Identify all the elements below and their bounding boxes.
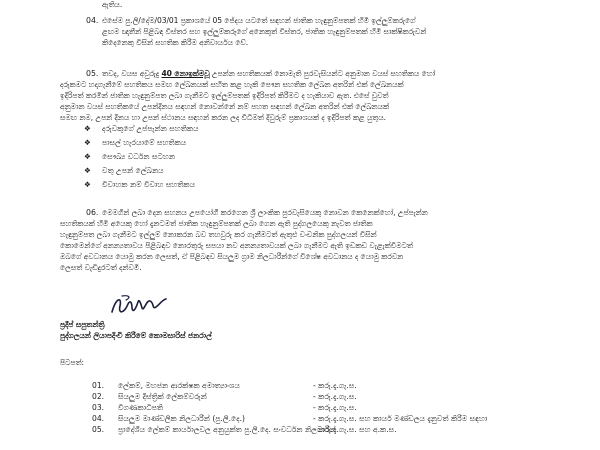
copy-destination: ප්‍රාදේශීය ලේකම් කාර්යාලවල අනුයුක්ත පු.ලි.දෙ. සංවර්ධන නිලධාරීන් bbox=[118, 425, 336, 434]
list-item-text: දරුවකුගේ උප්පැන්න සහතිකය bbox=[102, 124, 199, 133]
top-fragment: ඇතිය. bbox=[102, 0, 123, 9]
signature-image bbox=[108, 292, 168, 318]
bullet-icon: ❖ bbox=[84, 166, 91, 175]
para5-number: 05. bbox=[86, 69, 99, 78]
para5-line1-pre: තවද, වයස අවුරුදු bbox=[102, 69, 162, 78]
copy-action: - කරු.දැ.ගැ.ස. bbox=[313, 392, 357, 401]
bullet-icon: ❖ bbox=[84, 124, 91, 133]
para5-line1-post: උපන්න සහතිකයක් නොමැති පුරවැසියන්ට අනුමාන වයස් සහතිකය හෝ bbox=[209, 69, 436, 78]
copies-heading: පිටපත්: bbox=[60, 358, 84, 367]
list-item bbox=[84, 152, 175, 162]
copy-destination: සියලුම දිස්ත්‍රික් ලේකම්වරුන් bbox=[118, 392, 207, 401]
copy-number: 02. bbox=[92, 392, 105, 401]
copy-destination: සියලුම මාණ්ඩලික නිලධාරීන් (පු.ලි.දෙ.) bbox=[118, 414, 245, 423]
list-item bbox=[84, 138, 186, 148]
copy-number: 03. bbox=[92, 403, 105, 412]
para5-line: දරුකමට හදාගැනීමේ සහතිකය සමඟ ලේඛනයක් සහිත කළ හැකි පෞන සහතික ලේඛන අතරින් එක් ලේඛනයක් bbox=[60, 80, 404, 89]
para6-line: හැඳුනුම්පත ලබා ගැනීමට ඉල්ලුම් නොකරන බව තහවුරු කර ගැනීමටත් ඇතුළු වංචනික පුද්ගලයන් විසින් bbox=[60, 230, 377, 239]
copy-number: 04. bbox=[92, 414, 105, 423]
copy-number: 05. bbox=[92, 425, 105, 434]
para5-line: අනුමාන වයස් සහතිකයේ උපන්දිනය සඳහන් නොවන්නේ නම් පහත සඳහන් ලේඛන අතරින් එක් ලේඛනයක් bbox=[60, 102, 390, 111]
list-item bbox=[84, 180, 195, 190]
bullet-icon: ❖ bbox=[84, 180, 91, 189]
para6-line: මෙමගින් ලබා දෙන සහනය උපයෝගී කරගෙන ශ්‍රී ලාංකික පුරවැසියෙකු නොවන කෙනෙක්හෝ, උප්පැන්න bbox=[102, 208, 428, 217]
signatory-name: ප්‍රදීප් සපුතන්ත්‍රි bbox=[60, 320, 105, 329]
para5-line: ඉදිරිපත් කරමින් ජාතික හැඳුනුම්පත ලබා ගැනීමට ඉල්ලුම්පතක් ඉදිරිපත් කිරීමට ද හැකියාව ඇත. එසේ වුවත් bbox=[60, 91, 389, 100]
para5-age-limit: 40 නොඉක්මවූ bbox=[161, 69, 210, 78]
list-item bbox=[84, 124, 199, 134]
para4-line: එසේම පු.ලි/දේම/03/01 ප්‍රකාශයේ 05 ජේදය යටතේ සඳහන් ජාතික හැඳුනුම්පතක් හිමි ඉල්ලුම්කරුගේ bbox=[102, 16, 416, 25]
list-item bbox=[84, 166, 164, 176]
copy-destination: විගණකාධිපති bbox=[118, 403, 164, 412]
para6-line: කොමෙන්ගේ අනන්‍යතාවය පිළිබඳව නොරතුරු සපයා නව අනන්‍යතාවයක් ලබා ගැනීමට ඇති ඉඩකඩ වැළැක්වීමටත් bbox=[60, 241, 413, 250]
copy-action: - කරු.දැ.ගැ.ස. සහ අ.ක.ස. bbox=[313, 425, 397, 434]
para5-line1 bbox=[102, 69, 435, 79]
copy-number: 01. bbox=[92, 381, 105, 390]
para6-line: සහතිකයක් හිමි අයෙකු හෝ දැනටමත් ජාතික හැඳුනුම්පතක් ලබා ගෙන ඇති පුද්ගලයෙකු නැවත ජාතික bbox=[60, 219, 373, 228]
copy-action: - කරු.දැ.ගැ.ස. සහ කාර්ය මණ්ඩලය දැනුවත් කිරීම සඳහා bbox=[313, 414, 488, 423]
para6-number: 06. bbox=[86, 208, 99, 217]
signatory-title: පුද්ගලයන් ලියාපදිංචි කිරීමේ කොමසාරිස් ජනරාල් bbox=[60, 331, 212, 340]
para6-line: ලෙසත් වැඩිදුරටත් දන්වමි. bbox=[60, 263, 142, 272]
copy-destination: ලේකම්, මහජන ආරක්ෂක අමාත්‍යාංශය bbox=[118, 381, 240, 390]
para6-line: ඔබගේ අවධානය යොමු කරන ලෙසත්, ඒ පිළිබඳව සියලුම ග්‍රාම නිලධාරීන්ගේ විශේෂ අවධානය ද යොමු කරවන bbox=[60, 252, 404, 261]
list-item-text: පාසල් හැරයාමේ සහතිකය bbox=[102, 138, 187, 147]
bullet-icon: ❖ bbox=[84, 152, 91, 161]
para4-line: ළඟම ඥාතීන් පිළිබඳ විස්තර සහ ඉල්ලුම්කරුගේ අනෙකුත් විස්තර, ජාතික හැඳුනුම්පතක් හිමි සාක්ෂිකරුවන් bbox=[102, 27, 427, 36]
copy-action: - කරු.දැ.ගැ.ස. bbox=[313, 403, 357, 412]
list-item-text: වතු උපන් ලේඛනය bbox=[102, 166, 164, 175]
para4-number: 04. bbox=[86, 16, 99, 25]
copy-action: - කරු.දැ.ගැ.ස. bbox=[313, 381, 357, 390]
bullet-icon: ❖ bbox=[84, 138, 91, 147]
list-item-text: විවාහක නම් විවාහ සහතිකය bbox=[102, 180, 196, 189]
para5-line: සමඟ නම, උපන් දිනය හා උපන් ස්ථානය සඳහන් කරන ලද විධිමත් දිවුරුම් ප්‍රකාශයක් ද ඉදිරිපත් කළ යුතුය. bbox=[60, 113, 386, 122]
list-item-text: සෞඛ්‍ය වර්ධන සටහන bbox=[102, 152, 176, 161]
para4-line: කිදෙනෙකු විසින් සහතික කිරීම අනිවාර්යය වේ. bbox=[102, 38, 249, 47]
